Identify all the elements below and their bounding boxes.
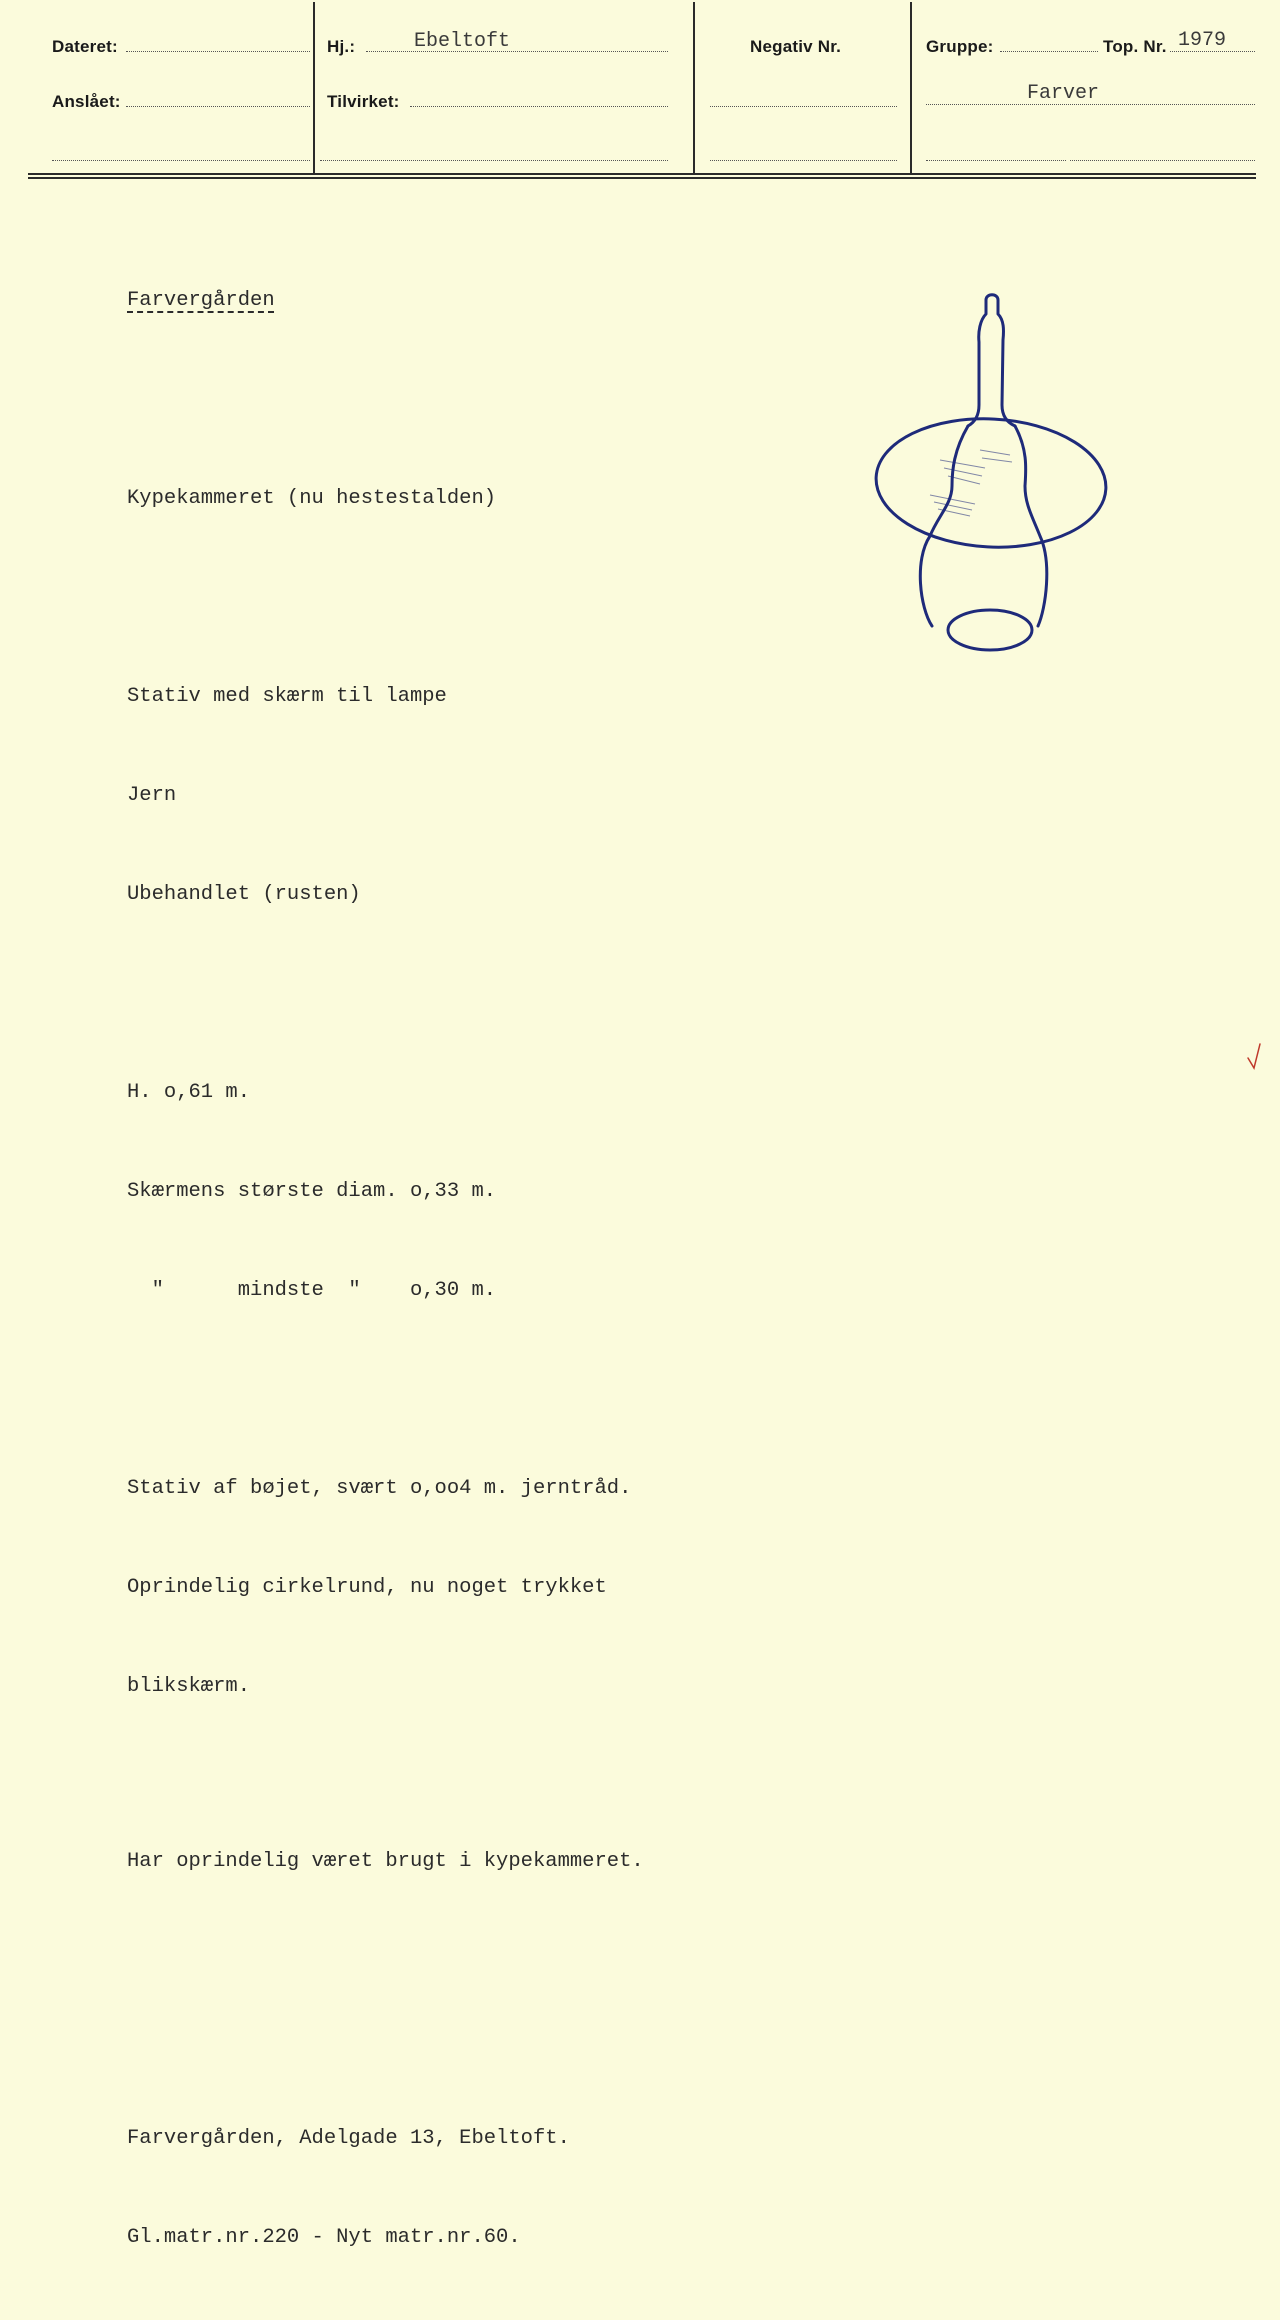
blank-field [710,160,897,161]
negativ-label: Negativ Nr. [750,37,842,56]
hj-field [366,51,668,52]
max-diam-line: Skærmens største diam. o,33 m. [127,1180,497,1203]
header-rule [28,177,1256,179]
usage-line: Har oprindelig været brugt i kypekammeret. [127,1850,644,1873]
lamp-sketch [860,290,1120,670]
column-divider [693,2,695,174]
object-line: Stativ med skærm til lampe [127,685,447,708]
location-line: Kypekammeret (nu hestestalden) [127,487,497,510]
card-body [127,218,644,2320]
matrikel-line: Gl.matr.nr.220 - Nyt matr.nr.60. [127,2226,521,2249]
negativ-field [710,106,897,107]
description-line: blikskærm. [127,1675,251,1698]
gruppe-field-2 [926,104,1255,105]
description-line: Oprindelig cirkelrund, nu noget trykket [127,1576,607,1599]
condition-line: Ubehandlet (rusten) [127,883,361,906]
column-divider [313,2,315,174]
column-divider [910,2,912,174]
tilvirket-field [410,106,668,107]
card-title: Farvergården [127,289,275,312]
header-rule [28,173,1256,175]
top-nr-value: 1979 [1178,29,1227,52]
address-line: Farvergården, Adelgade 13, Ebeltoft. [127,2127,570,2150]
anslaaet-field [126,106,310,107]
material-line: Jern [127,784,177,807]
min-diam-line: " mindste " o,30 m. [127,1279,497,1302]
anslaaet-label: Anslået: [52,92,121,111]
hj-label: Hj.: [327,37,356,56]
description-line: Stativ af bøjet, svært o,oo4 m. jerntråd. [127,1477,632,1500]
gruppe-value: Farver [1027,82,1100,105]
top-nr-label: Top. Nr. [1103,37,1167,56]
blank-field [926,160,1066,161]
hj-value: Ebeltoft [414,30,511,53]
dateret-field [126,51,310,52]
tilvirket-label: Tilvirket: [327,92,400,111]
gruppe-label: Gruppe: [926,37,994,56]
gruppe-field [1000,51,1098,52]
blank-field [1070,160,1255,161]
height-line: H. o,61 m. [127,1081,251,1104]
check-mark-icon [1246,1040,1266,1076]
blank-field [320,160,668,161]
dateret-label: Dateret: [52,37,118,56]
blank-field [52,160,310,161]
